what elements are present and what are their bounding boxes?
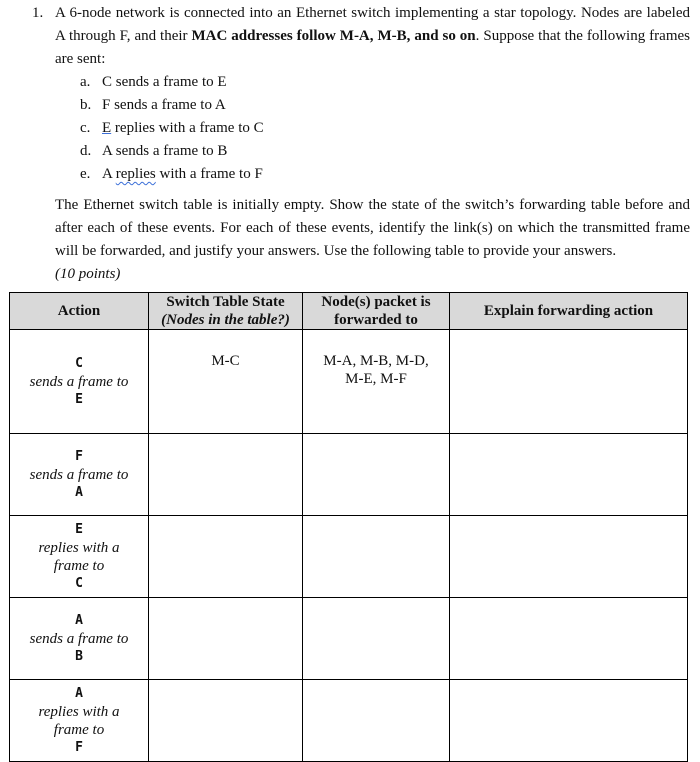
spellcheck-underlined-word: replies bbox=[115, 166, 156, 182]
points-label: (10 points) bbox=[55, 266, 121, 282]
list-item: a. C sends a frame to E bbox=[80, 74, 227, 90]
underlined-word: E bbox=[102, 120, 112, 136]
explain-cell[interactable] bbox=[450, 516, 688, 598]
table-row bbox=[10, 516, 688, 598]
action-cell: A sends a frame to B bbox=[10, 598, 149, 680]
table-row bbox=[10, 330, 688, 434]
switch-state-cell[interactable] bbox=[149, 516, 303, 598]
table-header-row bbox=[10, 293, 688, 330]
header-forwarded-to: Node(s) packet is forwarded to bbox=[303, 293, 450, 330]
switch-state-cell[interactable] bbox=[149, 680, 303, 762]
question-number: 1. bbox=[32, 5, 44, 21]
list-item: c. E replies with a frame to C bbox=[80, 120, 264, 136]
question-intro: A 6-node network is connected into an Ethernet switch implementing a star topology. Nodes are labeled A through F, and their MAC addresses follow M-A, M-B, and so on. Suppose that the following frames are sent: bbox=[55, 5, 690, 67]
question-block bbox=[32, 2, 690, 286]
forwarded-to-cell[interactable]: M-A, M-B, M-D, M-E, M-F bbox=[303, 330, 450, 434]
forwarded-to-cell[interactable] bbox=[303, 680, 450, 762]
list-item: e. A replies with a frame to F bbox=[80, 166, 263, 182]
switch-state-cell[interactable] bbox=[149, 434, 303, 516]
action-cell: C sends a frame to E bbox=[10, 330, 149, 434]
explain-cell[interactable] bbox=[450, 330, 688, 434]
instructions-paragraph: The Ethernet switch table is initially empty. Show the state of the switch’s forwarding table before and after each of these events. For each of these events, identify the link(s) on which the transmitted frame will be forwarded, and justify your answers. Use the following table to provide your answers. (10 points) bbox=[55, 197, 690, 282]
header-switch-state: Switch Table State (Nodes in the table?) bbox=[149, 293, 303, 330]
table-row bbox=[10, 434, 688, 516]
action-cell: A replies with a frame to F bbox=[10, 680, 149, 762]
table-row bbox=[10, 680, 688, 762]
forwarded-to-cell[interactable] bbox=[303, 434, 450, 516]
answer-table bbox=[9, 292, 688, 762]
list-item: b. F sends a frame to A bbox=[80, 97, 226, 113]
switch-state-cell[interactable] bbox=[149, 598, 303, 680]
explain-cell[interactable] bbox=[450, 434, 688, 516]
explain-cell[interactable] bbox=[450, 598, 688, 680]
switch-state-cell[interactable]: M-C bbox=[149, 330, 303, 434]
header-explain: Explain forwarding action bbox=[450, 293, 688, 330]
frame-list bbox=[80, 71, 690, 186]
header-action: Action bbox=[10, 293, 149, 330]
table-row bbox=[10, 598, 688, 680]
action-cell: E replies with a frame to C bbox=[10, 516, 149, 598]
list-item: d. A sends a frame to B bbox=[80, 143, 228, 159]
mac-address-emphasis: MAC addresses follow M-A, M-B, and so on bbox=[191, 28, 476, 44]
forwarded-to-cell[interactable] bbox=[303, 598, 450, 680]
explain-cell[interactable] bbox=[450, 680, 688, 762]
forwarded-to-cell[interactable] bbox=[303, 516, 450, 598]
action-cell: F sends a frame to A bbox=[10, 434, 149, 516]
